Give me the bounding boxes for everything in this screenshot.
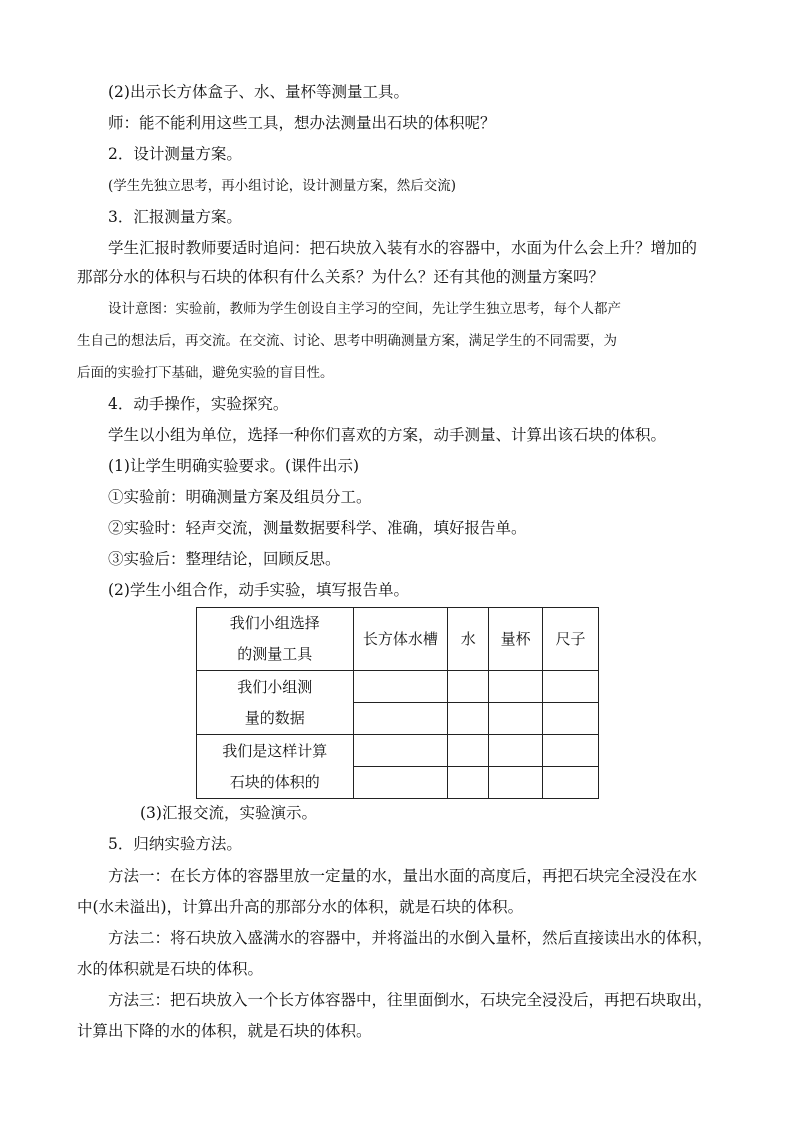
table-cell xyxy=(543,671,599,703)
step-3-paragraph-line-2: 那部分水的体积与石块的体积有什么关系？为什么？还有其他的测量方案吗？ xyxy=(77,268,605,286)
method-1-line-1: 方法一：在长方体的容器里放一定量的水，量出水面的高度后，再把石块完全浸没在水 xyxy=(108,867,698,885)
teacher-question: 师：能不能利用这些工具，想办法测量出石块的体积呢？ xyxy=(108,114,496,132)
table-cell xyxy=(489,767,543,799)
table-cell xyxy=(448,767,489,799)
calc-label-line-1: 我们是这样计算 xyxy=(222,741,328,760)
table-cell xyxy=(448,671,489,703)
table-cell xyxy=(353,735,448,767)
table-cell xyxy=(448,735,489,767)
step-2-note: (学生先独立思考，再小组讨论，设计测量方案，然后交流) xyxy=(108,178,457,194)
tool-cell-water: 水 xyxy=(448,608,489,671)
data-label-line-1: 我们小组测 xyxy=(237,677,313,696)
tools-label-cell xyxy=(197,608,354,671)
method-3-line-1: 方法三：把石块放入一个长方体容器中，往里面倒水，石块完全浸没后，再把石块取出， xyxy=(108,991,713,1009)
design-intent-line-3: 后面的实验打下基础，避免实验的盲目性。 xyxy=(77,365,334,381)
table-cell xyxy=(489,703,543,735)
requirement-after: ③实验后：整理结论，回顾反思。 xyxy=(108,550,341,568)
data-label-line-2: 量的数据 xyxy=(244,708,305,727)
tools-label-line-2: 的测量工具 xyxy=(237,645,313,663)
step-5-heading: 5．归纳实验方法。 xyxy=(108,835,242,853)
step-4-paragraph: 学生以小组为单位，选择一种你们喜欢的方案，动手测量、计算出该石块的体积。 xyxy=(108,426,667,444)
table-cell xyxy=(543,767,599,799)
requirement-during: ②实验时：轻声交流，测量数据要科学、准确，填好报告单。 xyxy=(108,519,527,537)
sub-step-3: (3)汇报交流，实验演示。 xyxy=(140,804,317,822)
step-3-heading: 3．汇报测量方案。 xyxy=(108,208,242,226)
table-cell xyxy=(353,671,448,703)
calc-label-line-2: 石块的体积的 xyxy=(229,772,320,791)
method-1-line-2: 中(水未溢出)，计算出升高的那部分水的体积，就是石块的体积。 xyxy=(77,898,524,916)
method-3-line-2: 计算出下降的水的体积，就是石块的体积。 xyxy=(77,1022,372,1040)
design-intent-line-1: 设计意图：实验前，教师为学生创设自主学习的空间，先让学生独立思考，每个人都产 xyxy=(108,301,621,317)
tool-cell-tank: 长方体水槽 xyxy=(353,608,448,671)
tools-label-line-1: 我们小组选择 xyxy=(229,614,320,632)
method-2-line-2: 水的体积就是石块的体积。 xyxy=(77,960,264,978)
table-cell xyxy=(489,735,543,767)
table-cell xyxy=(543,735,599,767)
step-3-paragraph-line-1: 学生汇报时教师要适时追问：把石块放入装有水的容器中，水面为什么会上升？增加的 xyxy=(108,239,698,257)
table-cell xyxy=(489,671,543,703)
sub-step-1: (1)让学生明确实验要求。(课件出示) xyxy=(108,457,360,475)
method-2-line-1: 方法二：将石块放入盛满水的容器中，并将溢出的水倒入量杯，然后直接读出水的体积， xyxy=(108,929,713,947)
sub-step-2: (2)学生小组合作，动手实验，填写报告单。 xyxy=(108,581,409,599)
step-4-heading: 4．动手操作，实验探究。 xyxy=(108,395,289,413)
report-table xyxy=(196,607,599,799)
tool-cell-cup: 量杯 xyxy=(489,608,543,671)
data-label-cell xyxy=(197,671,354,735)
table-cell xyxy=(353,703,448,735)
requirement-before: ①实验前：明确测量方案及组员分工。 xyxy=(108,488,372,506)
item-show-tools: (2)出示长方体盒子、水、量杯等测量工具。 xyxy=(108,83,409,101)
table-cell xyxy=(448,703,489,735)
calc-label-cell xyxy=(197,735,354,799)
design-intent-line-2: 生自己的想法后，再交流。在交流、讨论、思考中明确测量方案，满足学生的不同需要，为 xyxy=(77,333,617,349)
table-cell xyxy=(353,767,448,799)
tool-cell-ruler: 尺子 xyxy=(543,608,599,671)
step-2-heading: 2．设计测量方案。 xyxy=(108,145,242,163)
table-cell xyxy=(543,703,599,735)
